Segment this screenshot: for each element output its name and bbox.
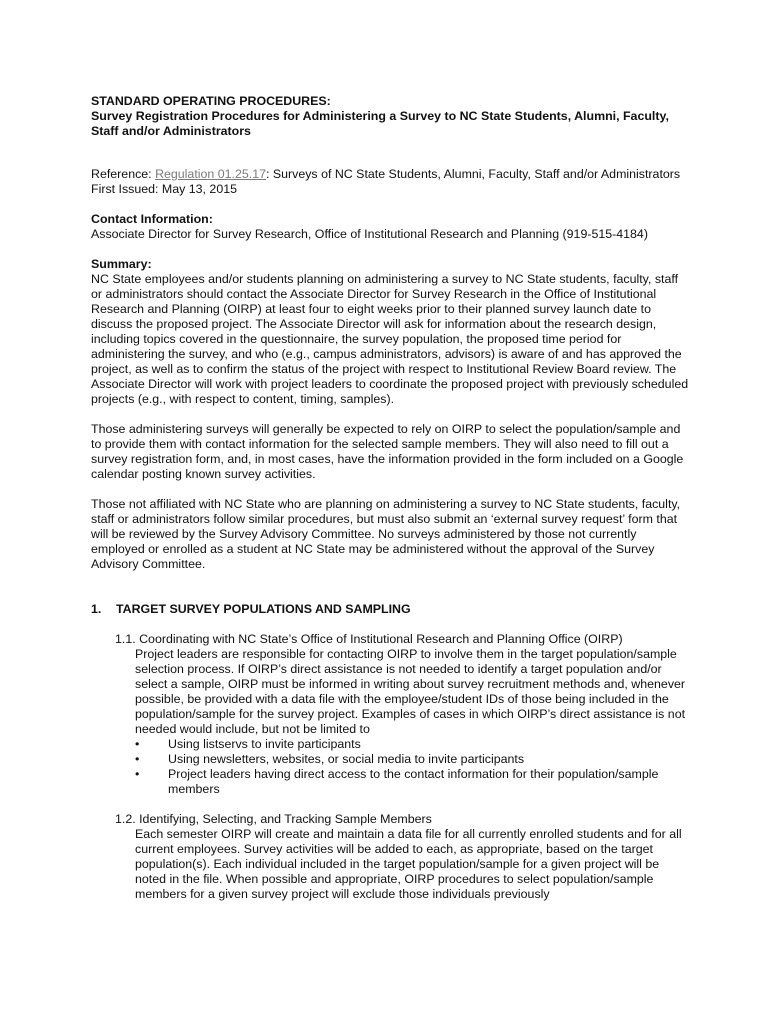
contact-heading: Contact Information: — [91, 212, 213, 226]
list-item-text: Project leaders having direct access to the contact information for their population/sample members — [168, 767, 659, 796]
bullet-list — [135, 737, 691, 797]
section-title: TARGET SURVEY POPULATIONS AND SAMPLING — [116, 602, 411, 616]
subsection-title: 1.1. Coordinating with NC State’s Office of Institutional Research and Planning Office (OIRP) — [115, 632, 623, 646]
list-item — [135, 737, 691, 752]
bullet-glyph: • — [135, 737, 140, 751]
reference-label: Reference: — [91, 167, 156, 181]
summary-paragraph-2: Those administering surveys will generally be expected to rely on OIRP to select the population/sample and to provide them with contact information for the selected sample members. They will also need to fill out a survey registration form, and, in most cases, have the information provided in the form included on a Google calendar posting known survey activities. — [91, 422, 684, 481]
list-item-text: Using newsletters, websites, or social media to invite participants — [168, 752, 525, 766]
subsection-text: Project leaders are responsible for contacting OIRP to involve them in the target population/sample selection process. If OIRP’s direct assistance is not needed to identify a target population and/or select a sample, OIRP must be informed in writing about survey recruitment methods and, whenever possible, be provided with a data file with the employee/student IDs of those being included in the population/sample for the survey project. Examples of cases in which OIRP’s direct assistance is not needed would include, but not be limited to — [135, 647, 686, 736]
bullet-glyph: • — [135, 752, 140, 766]
contact-block — [91, 212, 691, 242]
subsection-body — [135, 827, 691, 902]
subsection-1-1 — [115, 632, 691, 797]
list-item — [135, 767, 691, 797]
first-issued: First Issued: May 13, 2015 — [91, 182, 238, 196]
reference-line — [91, 167, 691, 182]
subsection-title: 1.2. Identifying, Selecting, and Tracking Sample Members — [115, 812, 432, 826]
document-title — [91, 94, 691, 139]
subsection-1-2 — [115, 812, 691, 902]
bullet-glyph: • — [135, 767, 140, 781]
summary-heading: Summary: — [91, 257, 152, 271]
section-number: 1. — [91, 602, 102, 616]
summary-paragraph-1: NC State employees and/or students planning on administering a survey to NC State students, faculty, staff or administrators should contact the Associate Director for Survey Research in the Office of Institutional Research and Planning (OIRP) at least four to eight weeks prior to their planned survey launch date to discuss the proposed project. The Associate Director will ask for information about the research design, including topics covered in the questionnaire, the survey population, the proposed time period for administering the survey, and who (e.g., campus administrators, advisors) is aware of and has approved the project, as well as to confirm the status of the project with respect to Institutional Review Board review. The Associate Director will work with project leaders to coordinate the proposed project with previously scheduled projects (e.g., with respect to content, timing, samples). — [91, 272, 689, 406]
list-item-text: Using listservs to invite participants — [168, 737, 361, 751]
list-item — [135, 752, 691, 767]
document-content — [91, 94, 691, 902]
regulation-link[interactable]: Regulation 01.25.17 — [155, 167, 266, 181]
title-line-1: STANDARD OPERATING PROCEDURES: — [91, 94, 331, 108]
title-line-2: Survey Registration Procedures for Administering a Survey to NC State Students, Alumni, Faculty, Staff and/or Administrators — [91, 109, 669, 138]
reference-text: : Surveys of NC State Students, Alumni, Faculty, Staff and/or Administrators — [265, 167, 681, 181]
subsection-text: Each semester OIRP will create and maintain a data file for all currently enrolled students and for all current employees. Survey activities will be added to each, as appropriate, based on the target population(s). Each individual included in the target population/sample for a given project will be noted in the file. When possible and appropriate, OIRP procedures to select population/sample members for a given survey project will exclude those individuals previously — [135, 827, 682, 901]
subsection-body — [135, 647, 691, 797]
contact-text: Associate Director for Survey Research, Office of Institutional Research and Planning (919-515-4184) — [91, 227, 648, 241]
section-1-heading — [91, 602, 691, 617]
summary-paragraph-3: Those not affiliated with NC State who are planning on administering a survey to NC State students, faculty, staff or administrators follow similar procedures, but must also submit an ‘external survey request’ form that will be reviewed by the Survey Advisory Committee. No surveys administered by those not currently employed or enrolled as a student at NC State may be administered without the approval of the Survey Advisory Committee. — [91, 497, 681, 571]
summary-block — [91, 257, 691, 572]
reference-block — [91, 167, 691, 197]
